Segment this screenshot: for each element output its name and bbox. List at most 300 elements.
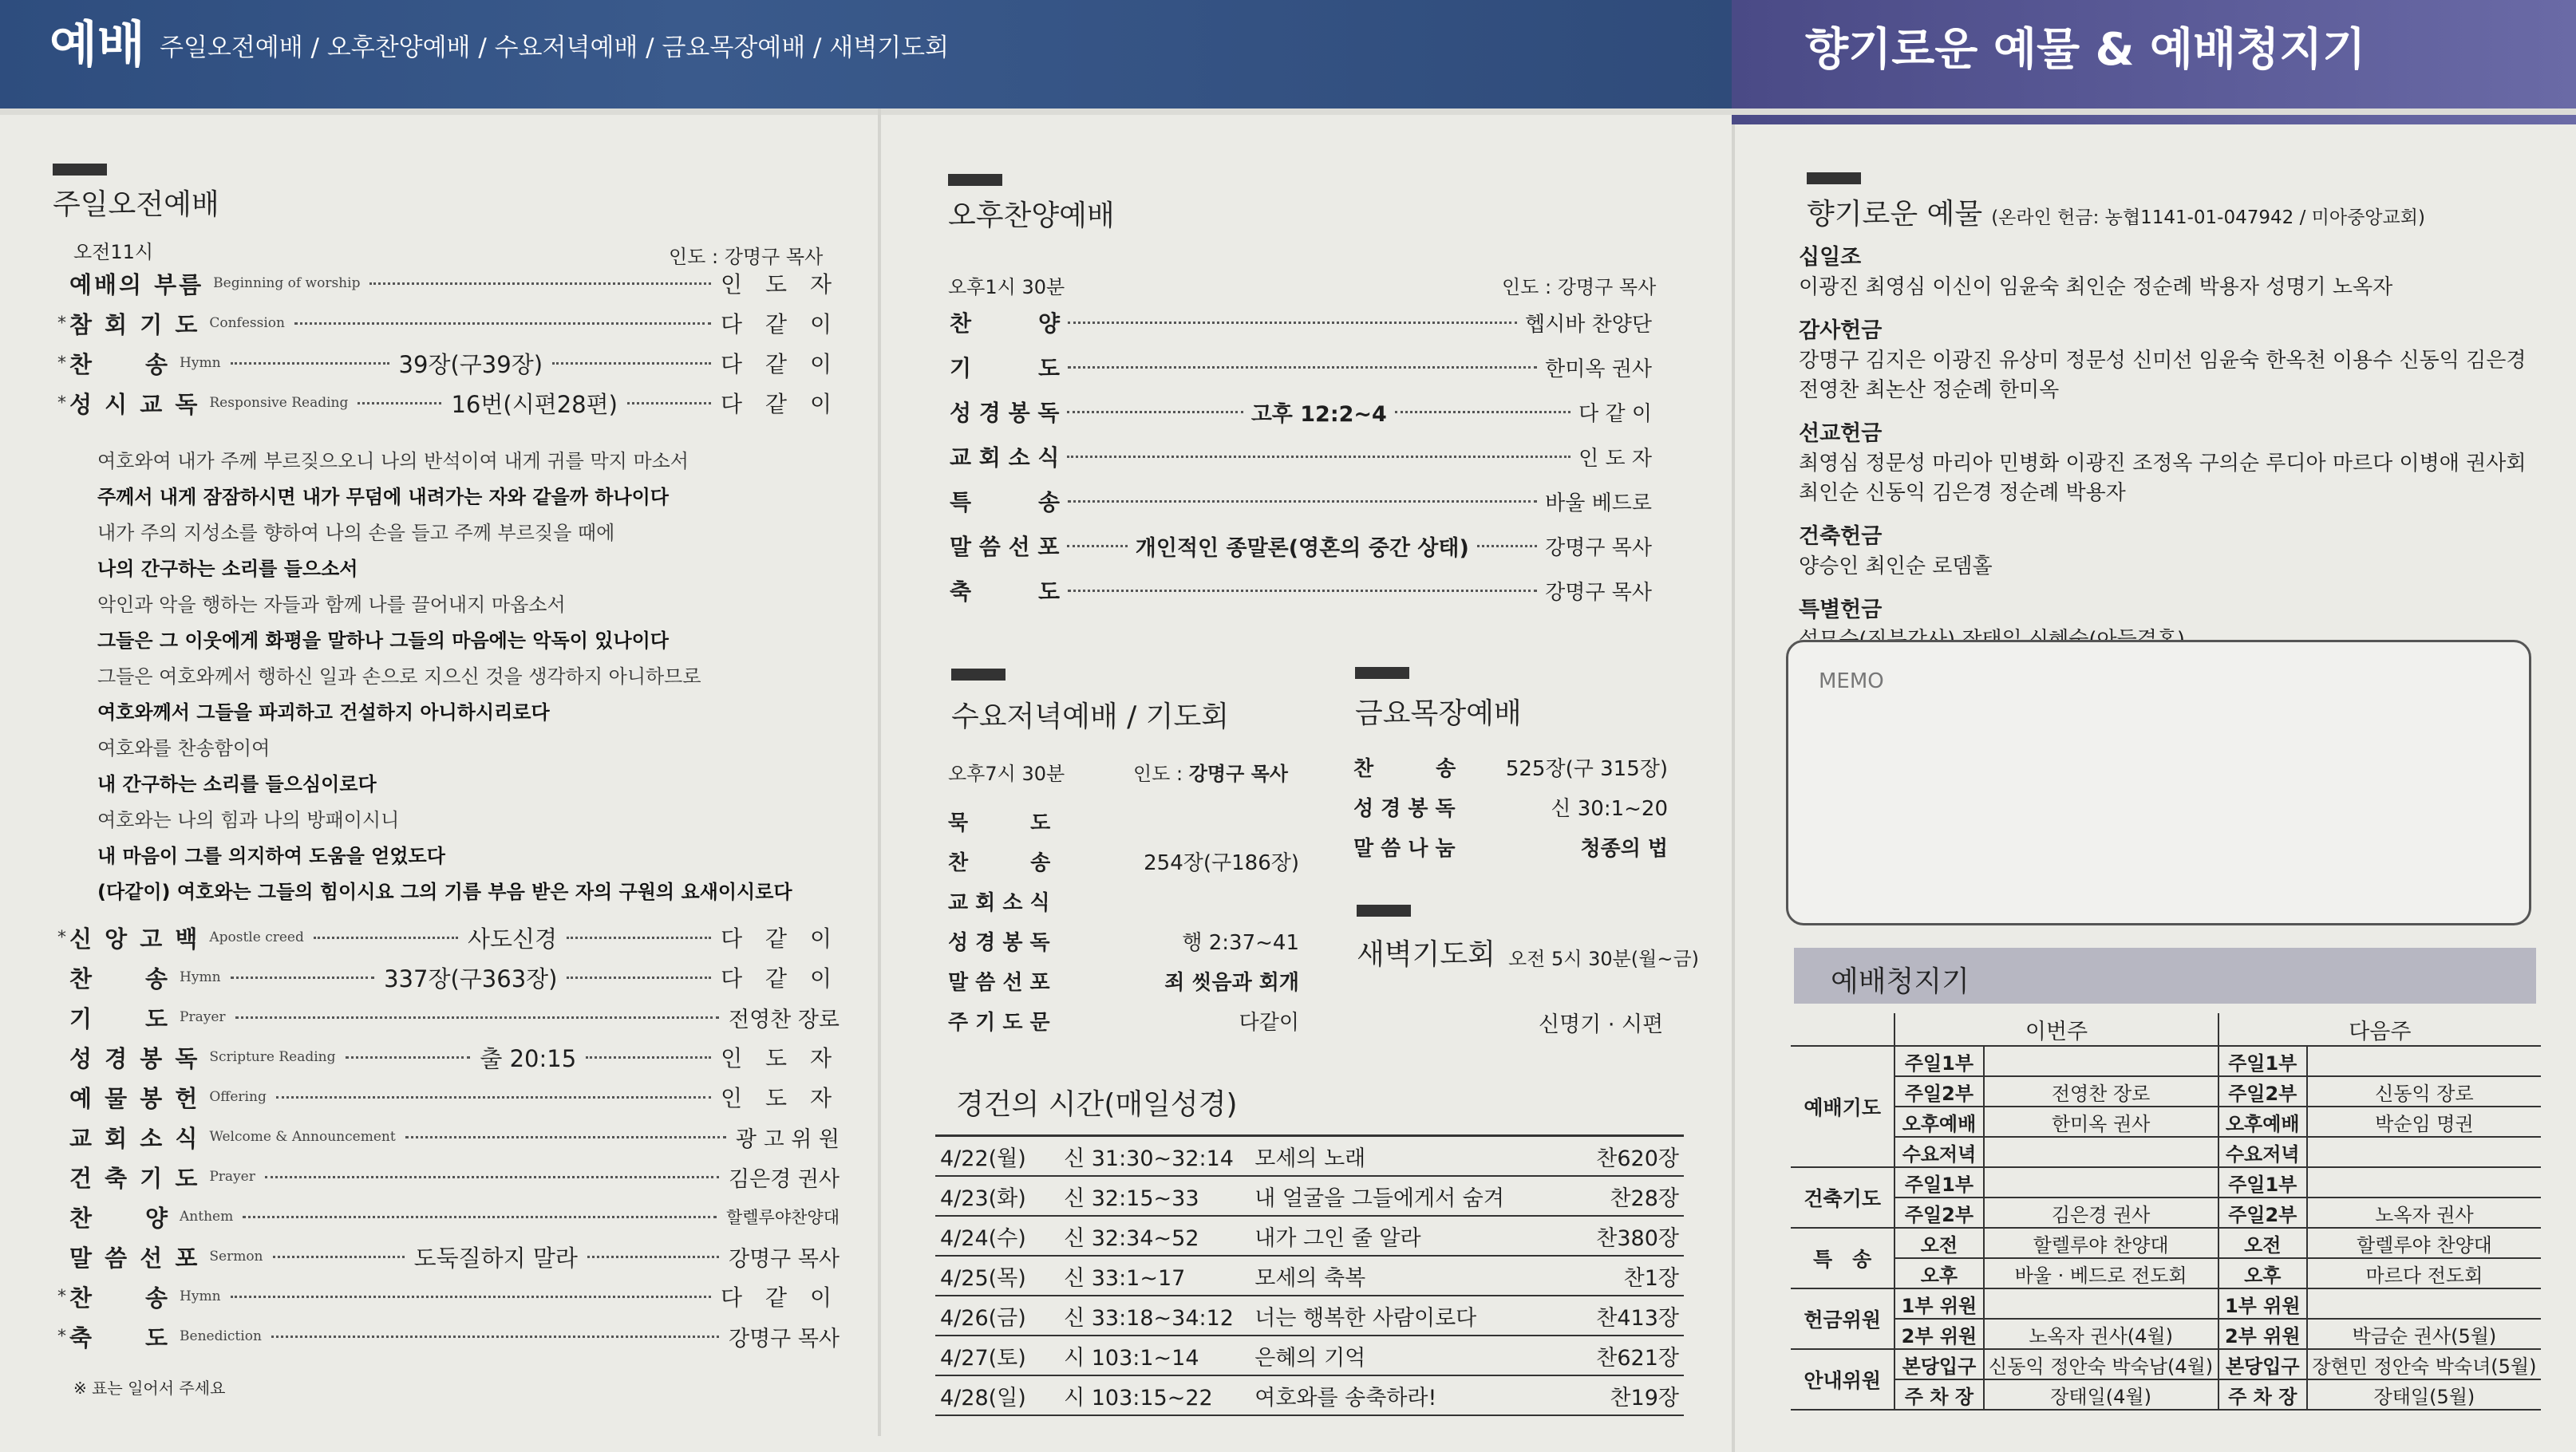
dotted-leader [369, 282, 711, 285]
wednesday-row [948, 841, 1299, 881]
order-label: 성 시 교 독 [69, 390, 200, 418]
devotion-theme: 내 얼굴을 그들에게서 숨겨 [1250, 1176, 1567, 1216]
leader-name: 강명구 목사 [1188, 763, 1288, 785]
dotted-leader [235, 1016, 719, 1019]
offering-group [1799, 519, 2517, 579]
psalm-line: 나의 간구하는 소리를 들으소서 [97, 558, 358, 580]
dotted-leader [1068, 500, 1537, 503]
header-title: 예배 [49, 15, 145, 73]
order-detail: 16번(시편28편) [451, 390, 618, 418]
order-eng: Prayer [180, 1009, 226, 1025]
dotted-leader [231, 977, 375, 979]
psalm-line: 그들은 그 이웃에게 화평을 말하나 그들의 마음에는 악독이 있나이다 [97, 629, 669, 652]
dawn-leader: 신명기 · 시편 [1539, 1012, 1664, 1037]
afternoon-label: 찬 양 [950, 310, 1061, 337]
stand-mark: * [57, 1326, 66, 1347]
devotion-row [935, 1216, 1684, 1256]
afternoon-order [950, 300, 1652, 613]
devotion-hymn: 찬28장 [1567, 1176, 1684, 1216]
duty-person-next: 신동익 장로 [2307, 1076, 2541, 1107]
section-bar [948, 174, 1002, 186]
dotted-leader [587, 1256, 719, 1258]
afternoon-title: 오후찬양예배 [948, 199, 1115, 232]
order-eng: Anthem [180, 1209, 234, 1225]
devotion-row [935, 1336, 1684, 1375]
duty-person-next: 마르다 전도회 [2307, 1258, 2541, 1288]
order-row [57, 1037, 840, 1077]
offering-names: 양승인 최인순 로뎀홀 [1799, 554, 1993, 578]
duty-person-next: 박순임 명권 [2307, 1107, 2541, 1137]
dotted-leader [586, 1056, 711, 1059]
devotion-date: 4/25(목) [935, 1256, 1059, 1296]
duty-slot-this: 본당입구 [1894, 1349, 1983, 1379]
devotion-theme: 내가 그인 줄 알라 [1250, 1216, 1567, 1256]
duty-row [1791, 1349, 2541, 1379]
duty-slot-this: 주일2부 [1894, 1076, 1983, 1107]
sunday-order-bottom [57, 917, 840, 1356]
dotted-leader [346, 1056, 471, 1059]
duty-person-next [2307, 1137, 2541, 1167]
afternoon-label: 기 도 [950, 355, 1061, 381]
psalm-line: 여호와여 내가 주께 부르짖으오니 나의 반석이여 내게 귀를 막지 마소서 [97, 450, 689, 472]
afternoon-label: 성 경 봉 독 [950, 400, 1060, 426]
offering-names: 전영찬 최논산 정순례 한미옥 [1799, 378, 2060, 402]
duty-title-band [1794, 948, 2536, 1004]
duty-person-next [2307, 1167, 2541, 1198]
afternoon-person: 바울 베드로 [1545, 491, 1652, 515]
order-label: 건 축 기 도 [69, 1164, 200, 1192]
dotted-leader [405, 1136, 726, 1138]
order-label: 기 도 [69, 1004, 171, 1032]
header-right-title: 향기로운 예물 & 예배청지기 [1805, 24, 2366, 76]
duty-slot-this: 주일2부 [1894, 1198, 1983, 1228]
dotted-leader [552, 362, 711, 365]
order-row [57, 917, 840, 957]
duty-person-next: 노옥자 권사 [2307, 1198, 2541, 1228]
this-week-header: 이번주 [1894, 1013, 2218, 1046]
dotted-leader [1477, 545, 1537, 547]
duty-person-this: 노옥자 권사(4월) [1984, 1319, 2218, 1349]
order-row [57, 1197, 840, 1237]
devotion-row [935, 1256, 1684, 1296]
afternoon-row [950, 434, 1652, 479]
wednesday-leader [1133, 758, 1288, 786]
wednesday-value: 다같이 [1239, 1010, 1299, 1035]
dotted-leader [276, 1096, 711, 1099]
duty-row [1791, 1228, 2541, 1258]
devotion-date: 4/27(토) [935, 1336, 1059, 1375]
afternoon-leader: 인도 : 강명구 목사 [1502, 276, 1657, 298]
duty-slot-next: 주일2부 [2218, 1076, 2307, 1107]
duty-slot-this: 오전 [1894, 1228, 1983, 1258]
dotted-leader [243, 1216, 717, 1218]
stand-mark: * [57, 1286, 66, 1307]
friday-value: 525장(구 315장) [1505, 756, 1668, 781]
psalm-line: 내가 주의 지성소를 향하여 나의 손을 들고 주께 부르짖을 때에 [97, 522, 615, 544]
duty-category: 건축기도 [1791, 1167, 1894, 1228]
devotion-theme: 너는 행복한 사람이로다 [1250, 1296, 1567, 1336]
friday-title: 금요목장예배 [1355, 697, 1522, 730]
wednesday-row [948, 881, 1299, 921]
footnote: ※ 표는 일어서 주세요 [73, 1379, 226, 1398]
afternoon-row [950, 568, 1652, 613]
duty-row [1791, 1076, 2541, 1107]
wednesday-value: 행 2:37~41 [1182, 930, 1299, 955]
order-eng: Hymn [180, 1288, 221, 1304]
psalm-line: 내 마음이 그를 의지하여 도움을 얻었도다 [97, 845, 445, 867]
duty-slot-this: 1부 위원 [1894, 1288, 1983, 1319]
duty-slot-this: 수요저녁 [1894, 1137, 1983, 1167]
duty-slot-next: 1부 위원 [2218, 1288, 2307, 1319]
devotion-table-wrap [935, 1134, 1684, 1416]
afternoon-row [950, 345, 1652, 389]
duty-person-this [1984, 1288, 2218, 1319]
dotted-leader [1067, 411, 1243, 413]
fold-line-2 [1732, 124, 1735, 1452]
duty-slot-this: 오후예배 [1894, 1107, 1983, 1137]
duty-slot-next: 오후 [2218, 1258, 2307, 1288]
offering-names: 강명구 김지은 이광진 유상미 정문성 신미선 임윤숙 한옥천 이용수 신동익 김은경 [1799, 349, 2527, 373]
afternoon-person: 한미옥 권사 [1545, 357, 1652, 381]
sunday-order-top [57, 263, 840, 423]
order-person: 다 같 이 [721, 1284, 840, 1311]
dotted-leader [271, 1336, 719, 1338]
afternoon-row [950, 300, 1652, 345]
order-detail: 337장(구363장) [384, 965, 558, 992]
order-detail: 도둑질하지 말라 [413, 1244, 578, 1272]
order-label: 찬 양 [69, 1204, 171, 1232]
devotion-date: 4/24(수) [935, 1216, 1059, 1256]
wednesday-label: 말 씀 선 포 [948, 970, 1050, 995]
wednesday-value: 254장(구186장) [1144, 850, 1299, 875]
duty-slot-next: 오후예배 [2218, 1107, 2307, 1137]
order-label: 찬 송 [69, 350, 171, 378]
offering-group [1799, 416, 2527, 506]
order-person: 광 고 위 원 [735, 1126, 840, 1152]
psalm-line: 여호와를 찬송함이여 [97, 737, 271, 760]
dotted-leader [627, 402, 711, 404]
duty-slot-next: 주일2부 [2218, 1198, 2307, 1228]
duty-slot-this: 오후 [1894, 1258, 1983, 1288]
order-row [57, 1117, 840, 1157]
friday-label: 성 경 봉 독 [1353, 796, 1456, 821]
offering-heading [1807, 191, 2425, 232]
devotion-date: 4/22(월) [935, 1137, 1059, 1176]
offering-names: 최인순 신동익 김은경 정순례 박용자 [1799, 481, 2126, 505]
online-offering: (온라인 헌금: 농협1141-01-047942 / 미아중앙교회) [1991, 207, 2425, 228]
offering-group-title: 선교헌금 [1799, 421, 1883, 446]
stand-mark: * [57, 313, 66, 333]
order-eng: Sermon [209, 1249, 263, 1265]
section-bar [1355, 667, 1409, 679]
psalm-line: 그들은 여호와께서 행하신 일과 손으로 지으신 것을 생각하지 아니하므로 [97, 665, 701, 688]
duty-table-wrap [1791, 1013, 2541, 1411]
panel-edge [0, 109, 2576, 115]
dawn-title: 새벽기도회 [1357, 938, 1495, 971]
sunday-title: 주일오전예배 [53, 188, 219, 221]
devotion-row [935, 1375, 1684, 1415]
order-person: 다 같 이 [721, 965, 840, 992]
duty-slot-next: 주일1부 [2218, 1167, 2307, 1198]
duty-category: 특 송 [1791, 1228, 1894, 1288]
offering-group-title: 감사헌금 [1799, 318, 1883, 343]
psalm-line: 악인과 악을 행하는 자들과 함께 나를 끌어내지 마옵소서 [97, 594, 566, 616]
afternoon-label: 말 씀 선 포 [950, 534, 1060, 560]
offering-group [1799, 239, 2517, 300]
order-eng: Benediction [180, 1328, 262, 1344]
devotion-date: 4/28(일) [935, 1375, 1059, 1415]
order-row [57, 383, 840, 423]
duty-slot-next: 2부 위원 [2218, 1319, 2307, 1349]
order-label: 교 회 소 식 [69, 1124, 200, 1152]
duty-person-this [1984, 1137, 2218, 1167]
duty-person-next: 장현민 정안숙 박숙녀(5월) [2307, 1349, 2541, 1379]
friday-label: 찬 송 [1353, 756, 1456, 781]
memo-box [1786, 640, 2531, 925]
wednesday-row [948, 921, 1299, 961]
dotted-leader [231, 1296, 712, 1298]
afternoon-detail: 개인적인 종말론(영혼의 중간 상태) [1135, 535, 1469, 561]
order-row [57, 1237, 840, 1276]
offering-list [1799, 239, 2527, 665]
offering-group-title: 건축헌금 [1799, 524, 1883, 549]
psalm-line: 주께서 내게 잠잠하시면 내가 무덤에 내려가는 자와 같을까 하나이다 [97, 486, 669, 508]
offering-title: 향기로운 예물 [1807, 198, 1983, 231]
duty-row [1791, 1198, 2541, 1228]
duty-slot-this: 주일1부 [1894, 1046, 1983, 1076]
dotted-leader [1067, 456, 1570, 458]
dotted-leader [231, 362, 389, 365]
friday-row [1353, 827, 1668, 866]
order-label: 찬 송 [69, 965, 171, 992]
duty-row [1791, 1167, 2541, 1198]
offering-names: 최영심 정문성 마리아 민병화 이광진 조정옥 구의순 루디아 마르다 이병애 권사회 [1799, 452, 2527, 475]
section-bar [951, 669, 1006, 681]
devotion-hymn: 찬1장 [1567, 1256, 1684, 1296]
memo-label: MEMO [1819, 669, 1884, 693]
dotted-leader [567, 977, 711, 979]
dotted-leader [1068, 322, 1517, 324]
duty-slot-this: 2부 위원 [1894, 1319, 1983, 1349]
devotion-title: 경건의 시간(매일성경) [956, 1088, 1238, 1121]
section-bar [53, 164, 107, 176]
afternoon-label: 축 도 [950, 578, 1061, 605]
devotion-passage: 시 103:1~14 [1059, 1336, 1250, 1375]
wednesday-label: 찬 송 [948, 850, 1051, 875]
devotion-row [935, 1296, 1684, 1336]
afternoon-label: 특 송 [950, 489, 1061, 515]
order-row [57, 1077, 840, 1117]
devotion-hymn: 찬620장 [1567, 1137, 1684, 1176]
order-eng: Prayer [209, 1169, 255, 1185]
friday-row [1353, 787, 1668, 827]
wednesday-label: 교 회 소 식 [948, 890, 1050, 915]
order-person: 다 같 이 [721, 311, 840, 337]
sunday-leader: 인도 : 강명구 목사 [669, 246, 824, 268]
duty-category: 예배기도 [1791, 1046, 1894, 1167]
order-row [57, 1157, 840, 1197]
order-eng: Apostle creed [209, 929, 304, 945]
wednesday-row [948, 961, 1299, 1000]
order-person: 강명구 목사 [729, 1246, 840, 1272]
afternoon-person: 다 같 이 [1578, 401, 1652, 426]
dotted-leader [265, 1176, 719, 1178]
devotion-passage: 신 32:34~52 [1059, 1216, 1250, 1256]
order-person: 다 같 이 [721, 925, 840, 952]
friday-label: 말 씀 나 눔 [1353, 836, 1456, 861]
duty-slot-this: 주 차 장 [1894, 1379, 1983, 1410]
order-person: 인 도 자 [721, 1045, 840, 1071]
order-eng: Responsive Reading [209, 395, 349, 411]
psalm-line: (다같이) 여호와는 그들의 힘이시요 그의 기름 부음 받은 자의 구원의 요새이시로다 [97, 881, 792, 903]
wednesday-title: 수요저녁예배 / 기도회 [951, 700, 1229, 733]
stand-mark: * [57, 927, 66, 948]
order-row [57, 303, 840, 343]
duty-person-next [2307, 1046, 2541, 1076]
friday-order [1353, 747, 1668, 866]
duty-row [1791, 1288, 2541, 1319]
wednesday-row [948, 1000, 1299, 1040]
wednesday-label: 주 기 도 문 [948, 1010, 1050, 1035]
order-label: 예배의 부름 [69, 270, 204, 298]
wednesday-order [948, 801, 1299, 1040]
duty-corner [1791, 1013, 1894, 1046]
duty-slot-next: 주일1부 [2218, 1046, 2307, 1076]
order-row [57, 1276, 840, 1316]
duty-person-this: 신동익 정안숙 박숙남(4월) [1984, 1349, 2218, 1379]
header-subtitle: 주일오전예배 / 오후찬양예배 / 수요저녁예배 / 금요목장예배 / 새벽기도회 [160, 34, 950, 62]
duty-person-next: 할렐루야 찬양대 [2307, 1228, 2541, 1258]
duty-person-this [1984, 1046, 2218, 1076]
order-detail: 사도신경 [467, 925, 557, 953]
afternoon-detail: 고후 12:2~4 [1250, 401, 1387, 427]
afternoon-person: 강명구 목사 [1545, 535, 1653, 560]
devotion-passage: 신 32:15~33 [1059, 1176, 1250, 1216]
order-label: 축 도 [69, 1324, 171, 1351]
order-label: 예 물 봉 헌 [69, 1084, 200, 1112]
duty-row [1791, 1258, 2541, 1288]
devotion-theme: 모세의 노래 [1250, 1137, 1567, 1176]
order-eng: Confession [209, 315, 285, 331]
wednesday-value: 죄 씻음과 회개 [1164, 970, 1299, 995]
duty-person-next: 박금순 권사(5월) [2307, 1319, 2541, 1349]
dotted-leader [1068, 590, 1537, 592]
order-person: 다 같 이 [721, 391, 840, 417]
wednesday-row [948, 801, 1299, 841]
order-eng: Offering [209, 1089, 267, 1105]
order-eng: Hymn [180, 355, 221, 371]
wednesday-label: 성 경 봉 독 [948, 930, 1050, 955]
order-person: 김은경 권사 [729, 1166, 840, 1192]
dotted-leader [314, 937, 458, 939]
offering-group [1799, 313, 2527, 403]
devotion-passage: 신 31:30~32:14 [1059, 1137, 1250, 1176]
devotion-theme: 은혜의 기억 [1250, 1336, 1567, 1375]
duty-slot-next: 수요저녁 [2218, 1137, 2307, 1167]
duty-slot-next: 오전 [2218, 1228, 2307, 1258]
fold-line-1 [878, 109, 881, 1436]
duty-person-this: 할렐루야 찬양대 [1984, 1228, 2218, 1258]
order-label: 말 씀 선 포 [69, 1244, 200, 1272]
order-row [57, 1316, 840, 1356]
sunday-time: 오전11시 [73, 241, 154, 263]
stand-mark: * [57, 393, 66, 413]
duty-slot-this: 주일1부 [1894, 1167, 1983, 1198]
duty-row [1791, 1379, 2541, 1410]
order-detail: 출 20:15 [480, 1044, 577, 1072]
devotion-hymn: 찬621장 [1567, 1336, 1684, 1375]
afternoon-time: 오후1시 30분 [948, 276, 1065, 298]
devotion-table [935, 1137, 1684, 1416]
duty-row [1791, 1137, 2541, 1167]
duty-person-next: 장태일(5월) [2307, 1379, 2541, 1410]
devotion-row [935, 1137, 1684, 1176]
order-eng: Scripture Reading [209, 1049, 336, 1065]
order-eng: Welcome & Announcement [209, 1129, 396, 1145]
dotted-leader [567, 937, 711, 939]
offering-group-title: 십일조 [1799, 245, 1862, 270]
duty-person-next [2307, 1288, 2541, 1319]
afternoon-label: 교 회 소 식 [950, 444, 1060, 471]
section-bar [1357, 905, 1411, 917]
stand-mark: * [57, 353, 66, 373]
order-row [57, 343, 840, 383]
duty-category: 안내위원 [1791, 1349, 1894, 1410]
devotion-hymn: 찬413장 [1567, 1296, 1684, 1336]
dotted-leader [1395, 411, 1570, 413]
order-row [57, 263, 840, 303]
duty-person-this: 김은경 권사 [1984, 1198, 2218, 1228]
duty-category: 헌금위원 [1791, 1288, 1894, 1349]
offering-group-title: 특별헌금 [1799, 598, 1883, 622]
order-person: 인 도 자 [721, 271, 840, 298]
duty-row [1791, 1107, 2541, 1137]
devotion-hymn: 찬380장 [1567, 1216, 1684, 1256]
afternoon-row [950, 523, 1652, 568]
devotion-passage: 시 103:15~22 [1059, 1375, 1250, 1415]
duty-row [1791, 1046, 2541, 1076]
dotted-leader [358, 402, 441, 404]
psalm-line: 여호와는 나의 힘과 나의 방패이시니 [97, 809, 400, 831]
afternoon-row [950, 389, 1652, 434]
wednesday-time: 오후7시 30분 [948, 763, 1065, 785]
duty-row [1791, 1319, 2541, 1349]
next-week-header: 다음주 [2218, 1013, 2541, 1046]
order-label: 참 회 기 도 [69, 310, 200, 338]
order-person: 다 같 이 [721, 351, 840, 377]
devotion-row [935, 1176, 1684, 1216]
duty-person-this: 전영찬 장로 [1984, 1076, 2218, 1107]
dawn-time: 오전 5시 30분(월~금) [1508, 948, 1700, 970]
devotion-hymn: 찬19장 [1567, 1375, 1684, 1415]
dotted-leader [273, 1256, 405, 1258]
devotion-theme: 여호와를 송축하라! [1250, 1375, 1567, 1415]
order-label: 성 경 봉 독 [69, 1044, 200, 1072]
dotted-leader [294, 322, 711, 325]
dotted-leader [1068, 366, 1537, 369]
psalm-line: 여호와께서 그들을 파괴하고 건설하지 아니하시리로다 [97, 701, 550, 724]
offering-names: 이광진 최영심 이신이 임윤숙 최인순 정순례 박용자 성명기 노옥자 [1799, 275, 2393, 299]
devotion-passage: 신 33:18~34:12 [1059, 1296, 1250, 1336]
wednesday-label: 묵 도 [948, 811, 1051, 835]
devotion-theme: 모세의 축복 [1250, 1256, 1567, 1296]
duty-slot-next: 본당입구 [2218, 1349, 2307, 1379]
duty-person-this: 한미옥 권사 [1984, 1107, 2218, 1137]
duty-slot-next: 주 차 장 [2218, 1379, 2307, 1410]
duty-person-this [1984, 1167, 2218, 1198]
order-detail: 39장(구39장) [398, 350, 543, 378]
order-label: 신 앙 고 백 [69, 925, 200, 953]
